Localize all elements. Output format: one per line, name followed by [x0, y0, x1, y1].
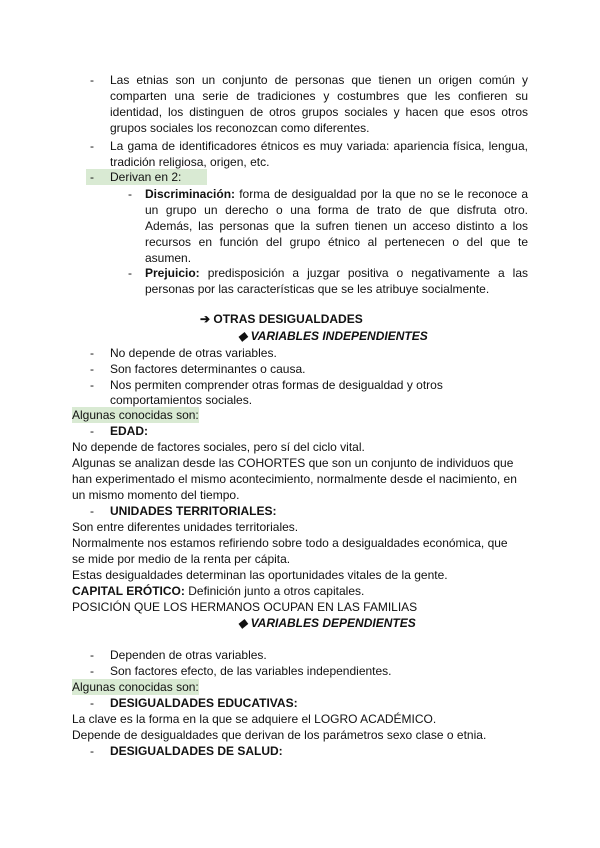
list-dash: -: [90, 362, 94, 376]
posicion-hermanos: POSICIÓN QUE LOS HERMANOS OCUPAN EN LAS FAMILIAS: [72, 600, 418, 614]
unidades-line-2: Normalmente nos estamos refiriendo sobre todo a desigualdades económica, que: [72, 536, 508, 550]
list-dash: -: [90, 664, 94, 678]
list-dash: -: [90, 424, 94, 438]
list-dash: -: [90, 73, 94, 87]
unidades-heading: UNIDADES TERRITORIALES:: [110, 504, 277, 518]
list-dash: -: [90, 696, 94, 710]
educativas-line-2: Depende de desigualdades que derivan de los parámetros sexo clase o etnia.: [72, 728, 487, 742]
edad-line-2: Algunas se analizan desde las COHORTES que son un conjunto de individuos que: [72, 456, 514, 470]
variables-independientes-heading: ◆ VARIABLES INDEPENDIENTES: [238, 329, 428, 343]
indep-item-2: Son factores determinantes o causa.: [110, 362, 306, 376]
variables-dependientes-heading: ◆ VARIABLES DEPENDIENTES: [238, 616, 416, 630]
discriminacion-line-4: recursos en función del grupo étnico al pertenecen o del que te: [145, 235, 528, 249]
list-dash: -: [90, 648, 94, 662]
list-dash: -: [128, 187, 132, 201]
capital-erotico-line: [72, 583, 364, 599]
salud-heading: DESIGUALDADES DE SALUD:: [110, 744, 283, 758]
dep-item-2: Son factores efecto, de las variables independientes.: [110, 664, 392, 678]
discriminacion-line-1: [145, 186, 528, 202]
list-dash: -: [90, 346, 94, 360]
list-dash: -: [90, 139, 94, 153]
etnias-line-2: comparten una serie de tradiciones y costumbres que les confieren su: [110, 89, 528, 103]
discriminacion-text-1: forma de desigualdad por la que no se le reconoce a: [235, 187, 528, 201]
algunas-conocidas-1: Algunas conocidas son:: [72, 408, 199, 422]
dep-item-1: Dependen de otras variables.: [110, 648, 267, 662]
indep-item-1: No depende de otras variables.: [110, 346, 277, 360]
educativas-line-1: La clave es la forma en la que se adquiere el LOGRO ACADÉMICO.: [72, 712, 437, 726]
gama-line-2: tradición religiosa, origen, etc.: [110, 155, 270, 169]
edad-heading: EDAD:: [110, 424, 148, 438]
unidades-line-3: se mide por medio de la renta per cápita.: [72, 552, 291, 566]
discriminacion-line-2: un grupo un derecho o una forma de trato de que disfruta otro.: [145, 203, 528, 217]
prejuicio-line-2: personas por las características que se les atribuye socialmente.: [145, 282, 490, 296]
edad-line-3: han experimentado el mismo acontecimiento, normalmente desde el nacimiento, en: [72, 472, 517, 486]
unidades-line-4: Estas desigualdades determinan las oportunidades vitales de la gente.: [72, 568, 448, 582]
otras-desigualdades-heading: ➔ OTRAS DESIGUALDADES: [200, 312, 363, 326]
discriminacion-term: Discriminación:: [145, 187, 236, 201]
indep-item-3-cont: comportamientos sociales.: [110, 393, 253, 407]
indep-item-3: Nos permiten comprender otras formas de desigualdad y otros: [110, 378, 443, 392]
educativas-heading: DESIGUALDADES EDUCATIVAS:: [110, 696, 298, 710]
unidades-line-1: Son entre diferentes unidades territoriales.: [72, 520, 299, 534]
prejuicio-term: Prejuicio:: [145, 266, 200, 280]
edad-line-1: No depende de factores sociales, pero sí del ciclo vital.: [72, 440, 365, 454]
list-dash: -: [90, 378, 94, 392]
etnias-line-3: identidad, los distinguen de otros grupos sociales y hacen que esos otros: [110, 105, 528, 119]
etnias-line-1: Las etnias son un conjunto de personas que tienen un origen común y: [110, 73, 528, 87]
list-dash: -: [90, 170, 94, 184]
discriminacion-line-5: asumen.: [145, 251, 192, 265]
list-dash: -: [128, 266, 132, 280]
gama-line-1: La gama de identificadores étnicos es muy variada: apariencia física, lengua,: [110, 139, 528, 153]
derivan-label: Derivan en 2:: [110, 170, 182, 184]
list-dash: -: [90, 504, 94, 518]
list-dash: -: [90, 744, 94, 758]
prejuicio-text-1: predisposición a juzgar positiva o negativamente a las: [199, 266, 528, 280]
etnias-line-4: grupos sociales los reconozcan como diferentes.: [110, 121, 370, 135]
capital-erotico-term: CAPITAL ERÓTICO:: [72, 584, 185, 598]
discriminacion-line-3: Además, las personas que la sufren tienen un acceso distinto a los: [145, 219, 528, 233]
capital-erotico-text: Definición junto a otros capitales.: [184, 584, 365, 598]
algunas-conocidas-2: Algunas conocidas son:: [72, 680, 199, 694]
prejuicio-line-1: [145, 265, 528, 281]
edad-line-4: un mismo momento del tiempo.: [72, 488, 240, 502]
